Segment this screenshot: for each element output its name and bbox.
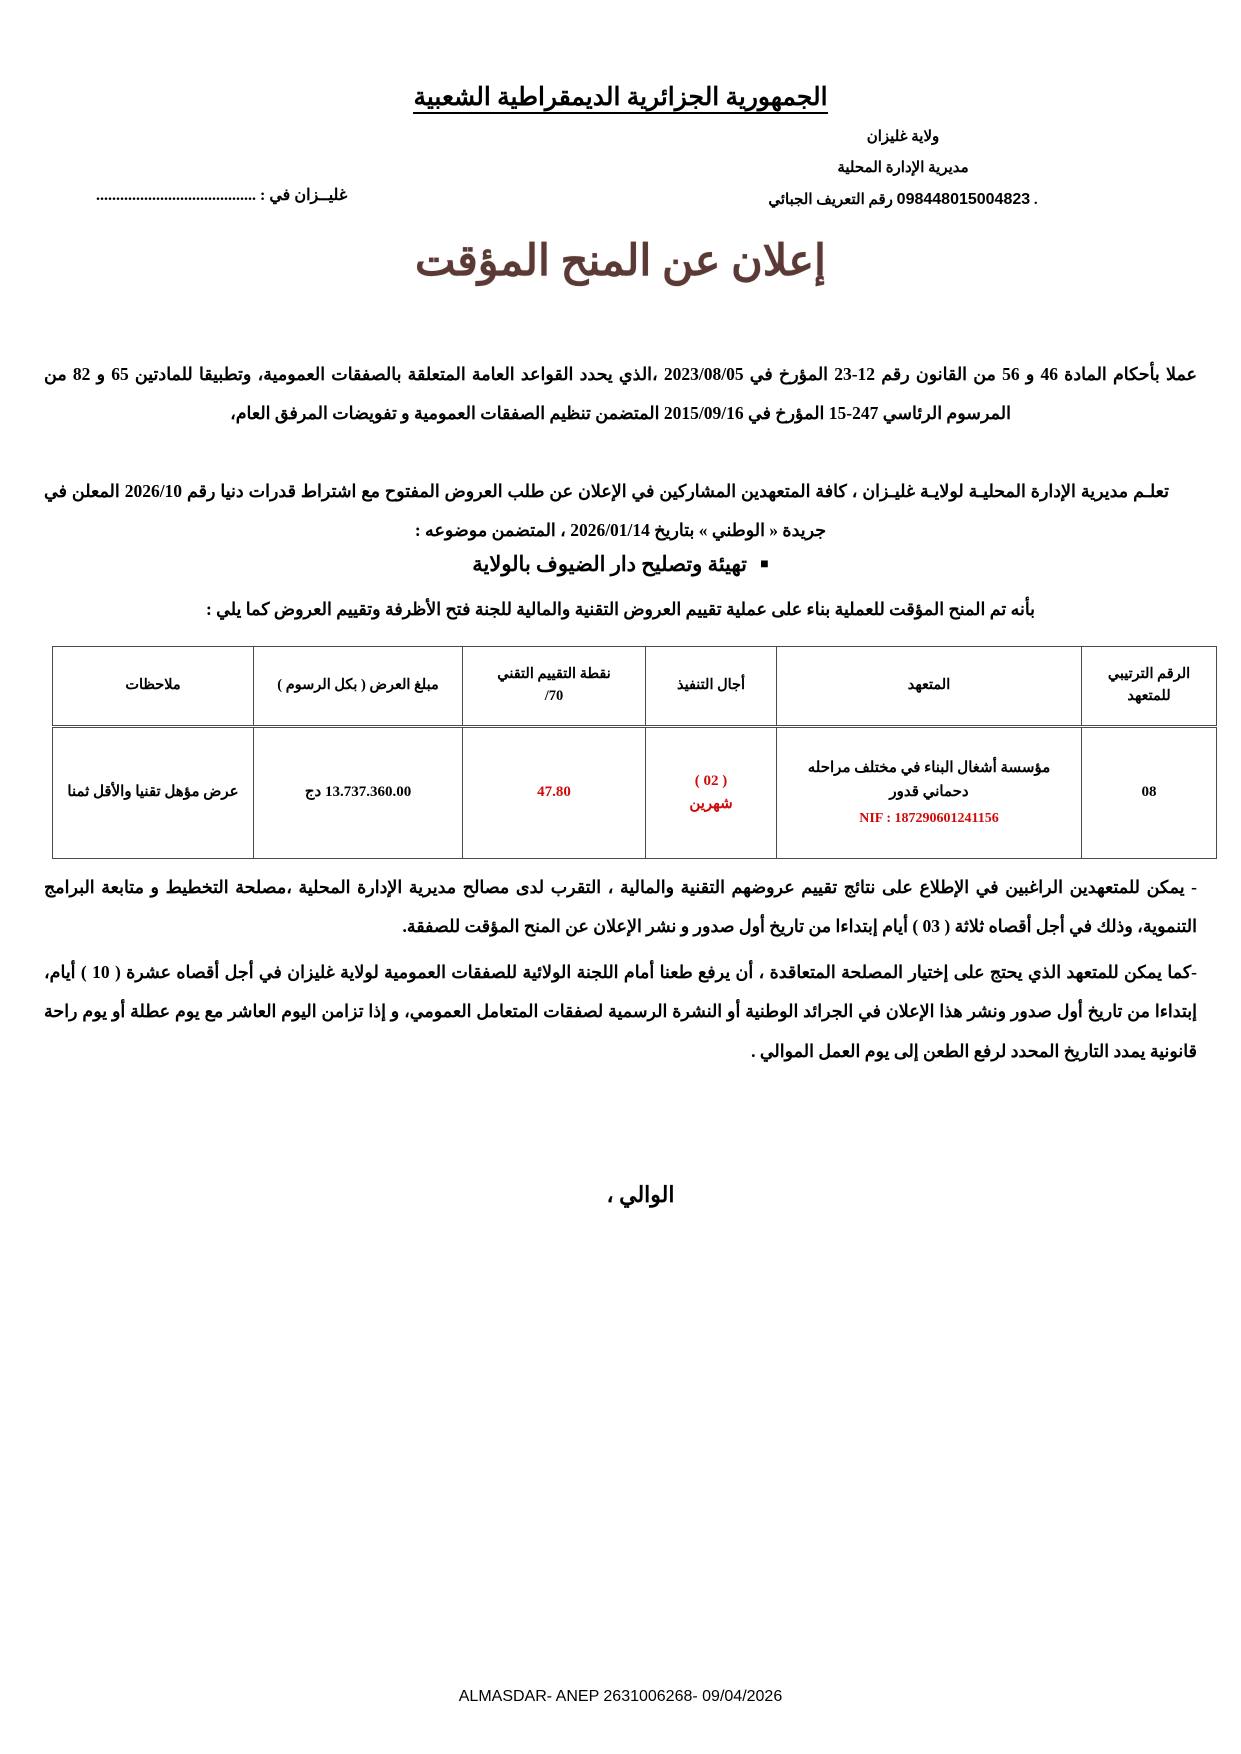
table-header	[53, 647, 1217, 727]
square-bullet-icon: ■	[760, 557, 769, 572]
table-preamble: بأنه تم المنح المؤقت للعملية بناء على عملية تقييم العروض التقنية والمالية للجنة فتح الأظرفة وتقييم العروض كما يلي :	[205, 599, 1036, 619]
cell-bidder-name: مؤسسة أشغال البناء في مختلف مراحله دحماني قدور	[807, 760, 1051, 801]
appeal-information	[44, 868, 1197, 1077]
signature-wali: الوالي ،	[606, 1182, 675, 1207]
anep-footer: ALMASDAR- ANEP 2631006268- 09/04/2026	[458, 1688, 783, 1705]
place-date-line	[96, 185, 426, 205]
tax-id-line	[693, 184, 1113, 217]
cell-offer-amount: 13.737.360.00 دج	[254, 727, 463, 859]
tender-subject-line	[0, 552, 1241, 577]
directorate-label: مديرية الإدارة المحلية	[837, 159, 969, 176]
wilaya-label: ولاية غليزان	[866, 129, 940, 145]
header-technical-score-line1: نقطة التقييم التقني	[497, 666, 611, 683]
award-results-table	[52, 646, 1217, 859]
place-label: غليــزان في :	[260, 187, 348, 204]
date-blank-dots: ........................................	[96, 187, 256, 204]
tax-id-label: رقم التعريف الجبائي	[768, 191, 893, 208]
header-notes: ملاحظات	[53, 647, 254, 727]
announcement-paragraph	[44, 472, 1197, 551]
consultation-paragraph: - يمكن للمتعهدين الراغبين في الإطلاع على نتائج تقييم عروضهم التقنية والمالية ، التقرب لدى مصالح مديرية الإدارة المحلية ،مصلحة التخطيط و متابعة البرامج التنموية، وذلك في أجل أقصاه ثلاثة ( 03 ) أيام إبتداءا من تاريخ أول صدور و نشر الإعلان عن المنح المؤقت للصفقة.	[44, 877, 1197, 937]
cell-bidder-nif: NIF : 187290601241156	[859, 811, 999, 827]
tax-id-suffix: .	[1033, 191, 1038, 208]
cell-order-number: 08	[1082, 727, 1217, 859]
table-row	[53, 727, 1217, 859]
announcement-text: تعلـم مديرية الإدارة المحليـة لولايـة غليـزان ، كافة المتعهدين المشاركين في الإعلان عن طلب العروض المفتوح مع اشتراط قدرات دنيا رقم 2026/10 المعلن في جريدة « الوطني » بتاريخ 2026/01/14 ، المتضمن موضوعه :	[44, 481, 1169, 541]
legal-basis-paragraph	[44, 355, 1197, 434]
header-order-number: الرقم الترتيبي للمتعهد	[1082, 647, 1217, 727]
cell-technical-score: 47.80	[463, 727, 646, 859]
page-title: إعلان عن المنح المؤقت	[414, 238, 827, 285]
cell-bidder	[777, 727, 1082, 859]
national-header-text: الجمهورية الجزائرية الديمقراطية الشعبية	[413, 84, 827, 114]
cell-delay-unit: شهرين	[689, 796, 733, 812]
cell-delay-number: ( 02 )	[694, 772, 728, 789]
header-technical-score	[463, 647, 646, 727]
header-offer-amount: مبلغ العرض ( بكل الرسوم )	[254, 647, 463, 727]
header-bidder: المتعهد	[777, 647, 1082, 727]
legal-basis-text: عملا بأحكام المادة 46 و 56 من القانون رقم 12-23 المؤرخ في 2023/08/05 ،الذي يحدد القواعد العامة المتعلقة بالصفقات العمومية، وتطبيقا للمادتين 65 و 82 من المرسوم الرئاسي 247-15 المؤرخ في 2015/09/16 المتضمن تنظيم الصفقات العمومية و تفويضات المرفق العام،	[44, 364, 1198, 424]
tax-id-value: 098448015004823	[896, 190, 1031, 208]
table-body	[53, 727, 1217, 859]
table-header-row	[53, 647, 1217, 727]
header-technical-score-line2: 70/	[544, 688, 564, 704]
appeal-paragraph: -كما يمكن للمتعهد الذي يحتج على إختيار المصلحة المتعاقدة ، أن يرفع طعنا أمام اللجنة الولائية للصفقات العمومية لولاية غليزان في أجل أقصاه عشرة ( 10 ) أيام، إبتداءا من تاريخ أول صدور ونشر هذا الإعلان في الجرائد الوطنية أو النشرة الرسمية لصفقات المتعامل العمومي، و إذا تزامن اليوم العاشر مع يوم عطلة أو يوم راحة قانونية يمدد التاريخ المحدد لرفع الطعن إلى يوم العمل الموالي .	[44, 961, 1197, 1061]
cell-notes: عرض مؤهل تقنيا والأقل ثمنا	[53, 727, 254, 859]
cell-execution-delay	[646, 727, 777, 859]
header-execution-delay: أجال التنفيذ	[646, 647, 777, 727]
tender-subject-text: تهيئة وتصليح دار الضيوف بالولاية	[472, 552, 748, 576]
organisation-block	[693, 122, 1113, 216]
national-header	[0, 82, 1241, 112]
